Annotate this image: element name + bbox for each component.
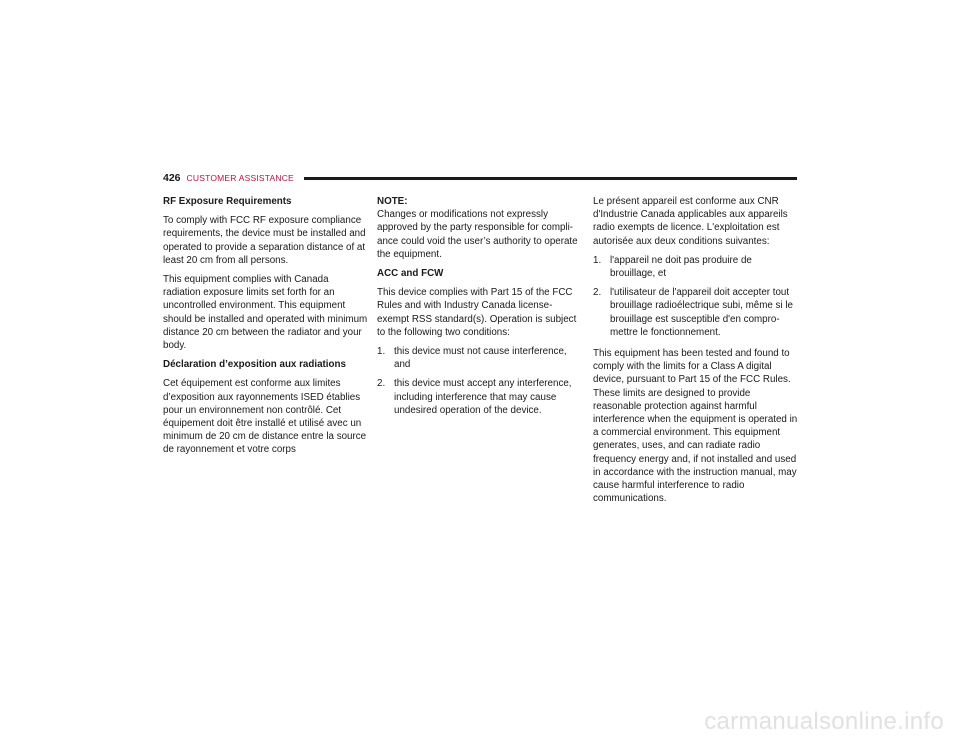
list-item-text: l'utilisateur de l'appareil doit accepter tout brouillage radioélectrique subi, même si le brouillage est susceptible d'en compro-mettre le fonctionnement. xyxy=(610,287,793,338)
heading-rf-exposure: RF Exposure Requirements xyxy=(163,196,292,207)
paragraph-cnr-fr: Le présent appareil est conforme aux CNR d'Industrie Canada applicables aux appareils radio exempts de licence. L'exploitation est autorisée aux deux conditions suivantes: xyxy=(593,196,788,247)
heading-declaration: Déclaration d’exposition aux radiations xyxy=(163,359,346,371)
paragraph-fcc-rf: To comply with FCC RF exposure compliance requirements, the device must be installed and operated to provide a separation distance of at least 20 cm from all persons. xyxy=(163,215,366,266)
list-item xyxy=(593,254,798,280)
watermark: carmanualsonline.info xyxy=(704,708,944,735)
list-item-text: this device must accept any interference, including interference that may cause undesired operation of the device. xyxy=(394,378,572,416)
list-item-number: 2. xyxy=(593,287,602,299)
paragraph-declaration-fr: Cet équipement est conforme aux limites d’exposition aux rayonnements ISED établies pour un environnement non contrôlé. Cet équipement doit être installé et utilisé avec un minimum de 20 cm de distance entre la source de rayonnement et votre corps xyxy=(163,378,367,456)
list-item-number: 2. xyxy=(377,378,386,390)
page-header xyxy=(163,171,797,185)
section-title: CUSTOMER ASSISTANCE xyxy=(186,173,294,183)
page-number: 426 xyxy=(163,172,181,184)
paragraph-class-a: This equipment has been tested and found to comply with the limits for a Class A digital device, pursuant to Part 15 of the FCC Rules. These limits are designed to provide reasonable protection against harmful interference when the equipment is operated in a commercial environment. This equipment generates, uses, and can radiate radio frequency energy and, if not installed and used in accordance with the instruction manual, may cause harmful interference to radio communications. xyxy=(593,348,798,505)
note-text: Changes or modifications not expressly approved by the party responsible for compli-ance could void the user’s authority to operate the equipment. xyxy=(377,209,578,260)
column-3 xyxy=(593,195,798,511)
list-item xyxy=(593,286,798,339)
header-rule xyxy=(304,177,797,180)
conditions-list-en xyxy=(377,345,582,417)
list-item-text: this device must not cause interference, and xyxy=(394,346,567,371)
column-1 xyxy=(163,195,368,463)
note-label: NOTE: xyxy=(377,196,408,207)
heading-acc-fcw: ACC and FCW xyxy=(377,268,444,280)
list-item-text: l'appareil ne doit pas produire de brouillage, et xyxy=(610,254,752,280)
list-item-number: 1. xyxy=(593,254,602,266)
list-item xyxy=(377,345,582,371)
list-item-number: 1. xyxy=(377,346,386,358)
paragraph-canada-radiation: This equipment complies with Canada radiation exposure limits set forth for an uncontrolled environment. This equipment should be installed and operated with minimum distance 20 cm between the radiator and your body. xyxy=(163,274,368,352)
conditions-list-fr xyxy=(593,254,798,339)
column-2 xyxy=(377,195,582,425)
list-item xyxy=(377,377,582,417)
paragraph-part15: This device complies with Part 15 of the FCC Rules and with Industry Canada license-exempt RSS standard(s). Operation is subject to the following two conditions: xyxy=(377,287,577,338)
